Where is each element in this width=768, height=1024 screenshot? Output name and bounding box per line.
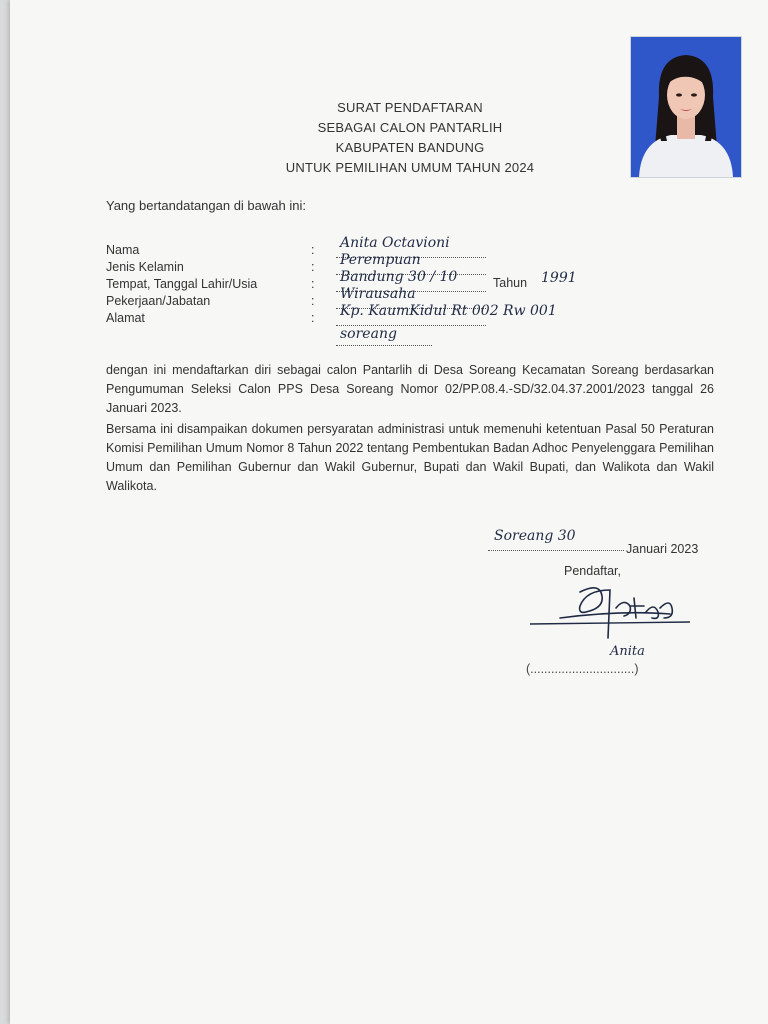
paragraph-registration: dengan ini mendaftarkan diri sebagai calon Pantarlih di Desa Soreang Kecamatan Soreang berdasarkan Pengumuman Seleksi Calon PPS Desa Soreang Nomor 02/PP.08.4.-SD/32.04.37.2001/2023 tanggal 26 Januari 2023.	[106, 363, 714, 415]
document-page	[10, 0, 768, 1024]
field-colon: :	[311, 243, 315, 257]
field-colon: :	[311, 294, 315, 308]
document-title	[210, 98, 610, 178]
field-label: Jenis Kelamin	[106, 260, 184, 274]
field-label: Tempat, Tanggal Lahir/Usia	[106, 277, 258, 291]
handwritten-name: Anita Octavioni	[340, 235, 450, 251]
pendaftar-label: Pendaftar,	[564, 564, 621, 578]
signature-block	[480, 528, 730, 688]
paragraph-requirements: Bersama ini disampaikan dokumen persyaratan administrasi untuk memenuhi ketentuan Pasal 50 Peraturan Komisi Pemilihan Umum Nomor 8 Tahun 2022 tentang Pembentukan Badan Adhoc Penyelenggara Pemilihan Umum dan Pemilihan Gubernur dan Wakil Gubernur, Bupati dan Wakil Bupati, dan Walikota dan Wakil Walikota.	[106, 422, 714, 493]
signer-name-line: (..............................)	[526, 662, 639, 676]
dotted-line	[488, 550, 624, 551]
handwritten-address: Kp. KaumKidul Rt 002 Rw 001	[340, 303, 557, 319]
applicant-photo	[630, 36, 742, 178]
title-line-1: SURAT PENDAFTARAN	[337, 100, 483, 115]
signature-scribble	[520, 578, 700, 648]
field-colon: :	[311, 311, 315, 325]
handwritten-birth-place-date: Bandung 30 / 10	[340, 269, 458, 285]
handwritten-address-line2: soreang	[340, 326, 397, 342]
field-label: Alamat	[106, 311, 145, 325]
intro-text: Yang bertandatangan di bawah ini:	[106, 198, 306, 213]
tahun-label: Tahun	[493, 276, 528, 290]
field-label: Pekerjaan/Jabatan	[106, 294, 211, 308]
title-line-2: SEBAGAI CALON PANTARLIH	[317, 120, 503, 135]
handwritten-gender: Perempuan	[340, 252, 421, 268]
handwritten-birth-year: 1991	[541, 270, 577, 286]
title-line-4: UNTUK PEMILIHAN UMUM TAHUN 2024	[285, 160, 535, 175]
field-colon: :	[311, 260, 315, 274]
field-label: Nama	[106, 243, 140, 257]
date-printed: Januari 2023	[626, 542, 699, 556]
handwritten-signer-name: Anita	[610, 644, 645, 659]
handwritten-occupation: Wirausaha	[340, 286, 416, 302]
field-colon: :	[311, 277, 315, 291]
handwritten-place-date: Soreang 30	[494, 528, 576, 544]
dotted-line	[336, 345, 432, 346]
title-line-3: KABUPATEN BANDUNG	[335, 140, 485, 155]
